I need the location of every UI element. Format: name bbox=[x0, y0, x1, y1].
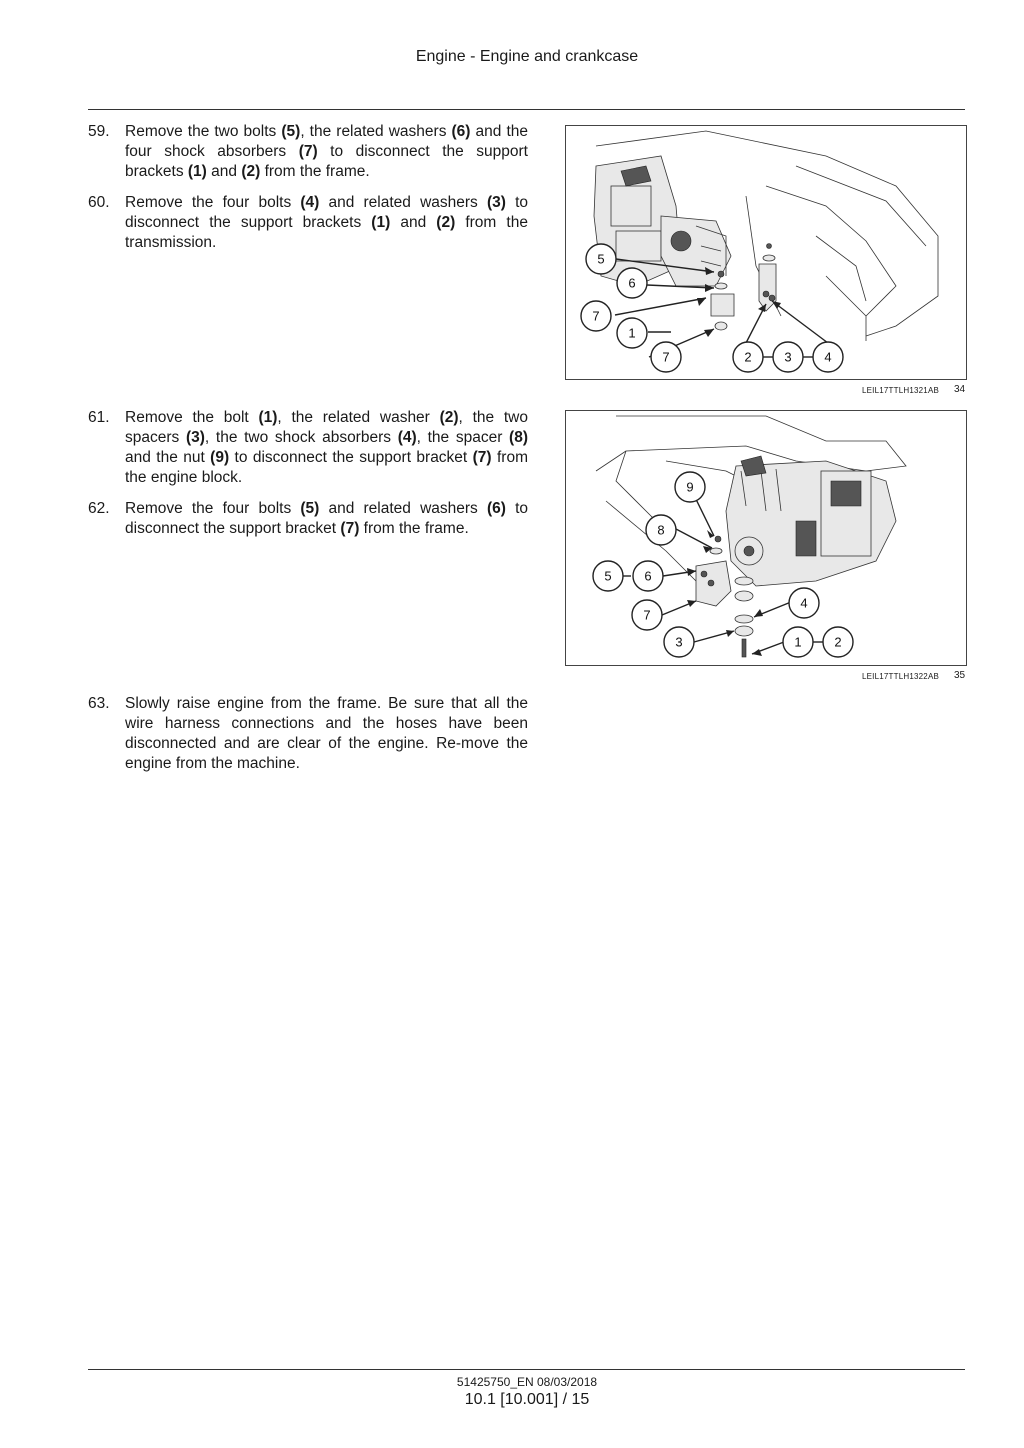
figure-35-number: 35 bbox=[954, 670, 966, 681]
figure-34-number: 34 bbox=[954, 384, 966, 395]
callout-1 bbox=[783, 627, 813, 657]
step-62 bbox=[88, 499, 528, 539]
figure-35-drawing bbox=[566, 411, 966, 665]
callout-1 bbox=[617, 318, 647, 348]
callout-3 bbox=[773, 342, 803, 372]
svg-text:7: 7 bbox=[592, 308, 600, 324]
callout-3 bbox=[664, 627, 694, 657]
step-number: 62. bbox=[88, 500, 110, 517]
svg-text:2: 2 bbox=[834, 634, 842, 650]
svg-text:9: 9 bbox=[686, 479, 694, 495]
footer-document-id: 51425750_EN 08/03/2018 bbox=[456, 1375, 598, 1389]
svg-text:5: 5 bbox=[597, 251, 605, 267]
callout-6 bbox=[633, 561, 663, 591]
figure-34-illustration bbox=[565, 125, 967, 380]
step-text: Remove the two bolts (5), the related washers (6) and the four shock absorbers (7) to disconnect the support brackets (1) and (2) from the frame. bbox=[125, 123, 528, 180]
svg-text:1: 1 bbox=[794, 634, 802, 650]
svg-text:2: 2 bbox=[744, 349, 752, 365]
svg-text:6: 6 bbox=[628, 275, 636, 291]
callout-4 bbox=[813, 342, 843, 372]
callout-4 bbox=[789, 588, 819, 618]
svg-text:8: 8 bbox=[657, 522, 665, 538]
svg-text:7: 7 bbox=[643, 607, 651, 623]
footer-rule bbox=[88, 1369, 965, 1370]
callout-2 bbox=[823, 627, 853, 657]
svg-text:7: 7 bbox=[662, 349, 670, 365]
callout-5 bbox=[586, 244, 616, 274]
callout-7 bbox=[632, 600, 662, 630]
callout-8 bbox=[646, 515, 676, 545]
figure-34-drawing bbox=[566, 126, 966, 379]
callout-9 bbox=[675, 472, 705, 502]
svg-text:1: 1 bbox=[628, 325, 636, 341]
figure-35-code: LEIL17TTLH1322AB bbox=[862, 672, 940, 681]
svg-text:6: 6 bbox=[644, 568, 652, 584]
svg-text:5: 5 bbox=[604, 568, 612, 584]
header-rule bbox=[88, 109, 965, 110]
step-text: Remove the four bolts (5) and related washers (6) to disconnect the support bracket (7) from the frame. bbox=[125, 500, 528, 537]
step-text: Remove the four bolts (4) and related washers (3) to disconnect the support brackets (1) and (2) from the transmission. bbox=[125, 194, 528, 251]
svg-text:4: 4 bbox=[800, 595, 808, 611]
callout-7 bbox=[581, 301, 611, 331]
footer-page-number: 10.1 [10.001] / 15 bbox=[464, 1391, 590, 1408]
figure-34-code: LEIL17TTLH1321AB bbox=[862, 386, 940, 395]
step-60 bbox=[88, 193, 528, 253]
svg-text:3: 3 bbox=[675, 634, 683, 650]
step-text: Slowly raise engine from the frame. Be sure that all the wire harness connections and the hoses have been disconnected and are clear of the engine. Re-move the engine from the machine. bbox=[125, 695, 528, 772]
step-61 bbox=[88, 408, 528, 488]
step-number: 63. bbox=[88, 695, 110, 712]
svg-text:3: 3 bbox=[784, 349, 792, 365]
callout-5 bbox=[593, 561, 623, 591]
callout-7 bbox=[651, 342, 681, 372]
step-text: Remove the bolt (1), the related washer (2), the two spacers (3), the two shock absorbers (4), the spacer (8) and the nut (9) to disconnect the support bracket (7) from the engine block. bbox=[125, 409, 528, 486]
callout-2 bbox=[733, 342, 763, 372]
step-number: 61. bbox=[88, 409, 110, 426]
step-63 bbox=[88, 694, 528, 774]
step-number: 59. bbox=[88, 123, 110, 140]
page-header-title: Engine - Engine and crankcase bbox=[415, 48, 639, 65]
callout-6 bbox=[617, 268, 647, 298]
step-number: 60. bbox=[88, 194, 110, 211]
figure-35-illustration bbox=[565, 410, 967, 666]
svg-text:4: 4 bbox=[824, 349, 832, 365]
step-59 bbox=[88, 122, 528, 182]
